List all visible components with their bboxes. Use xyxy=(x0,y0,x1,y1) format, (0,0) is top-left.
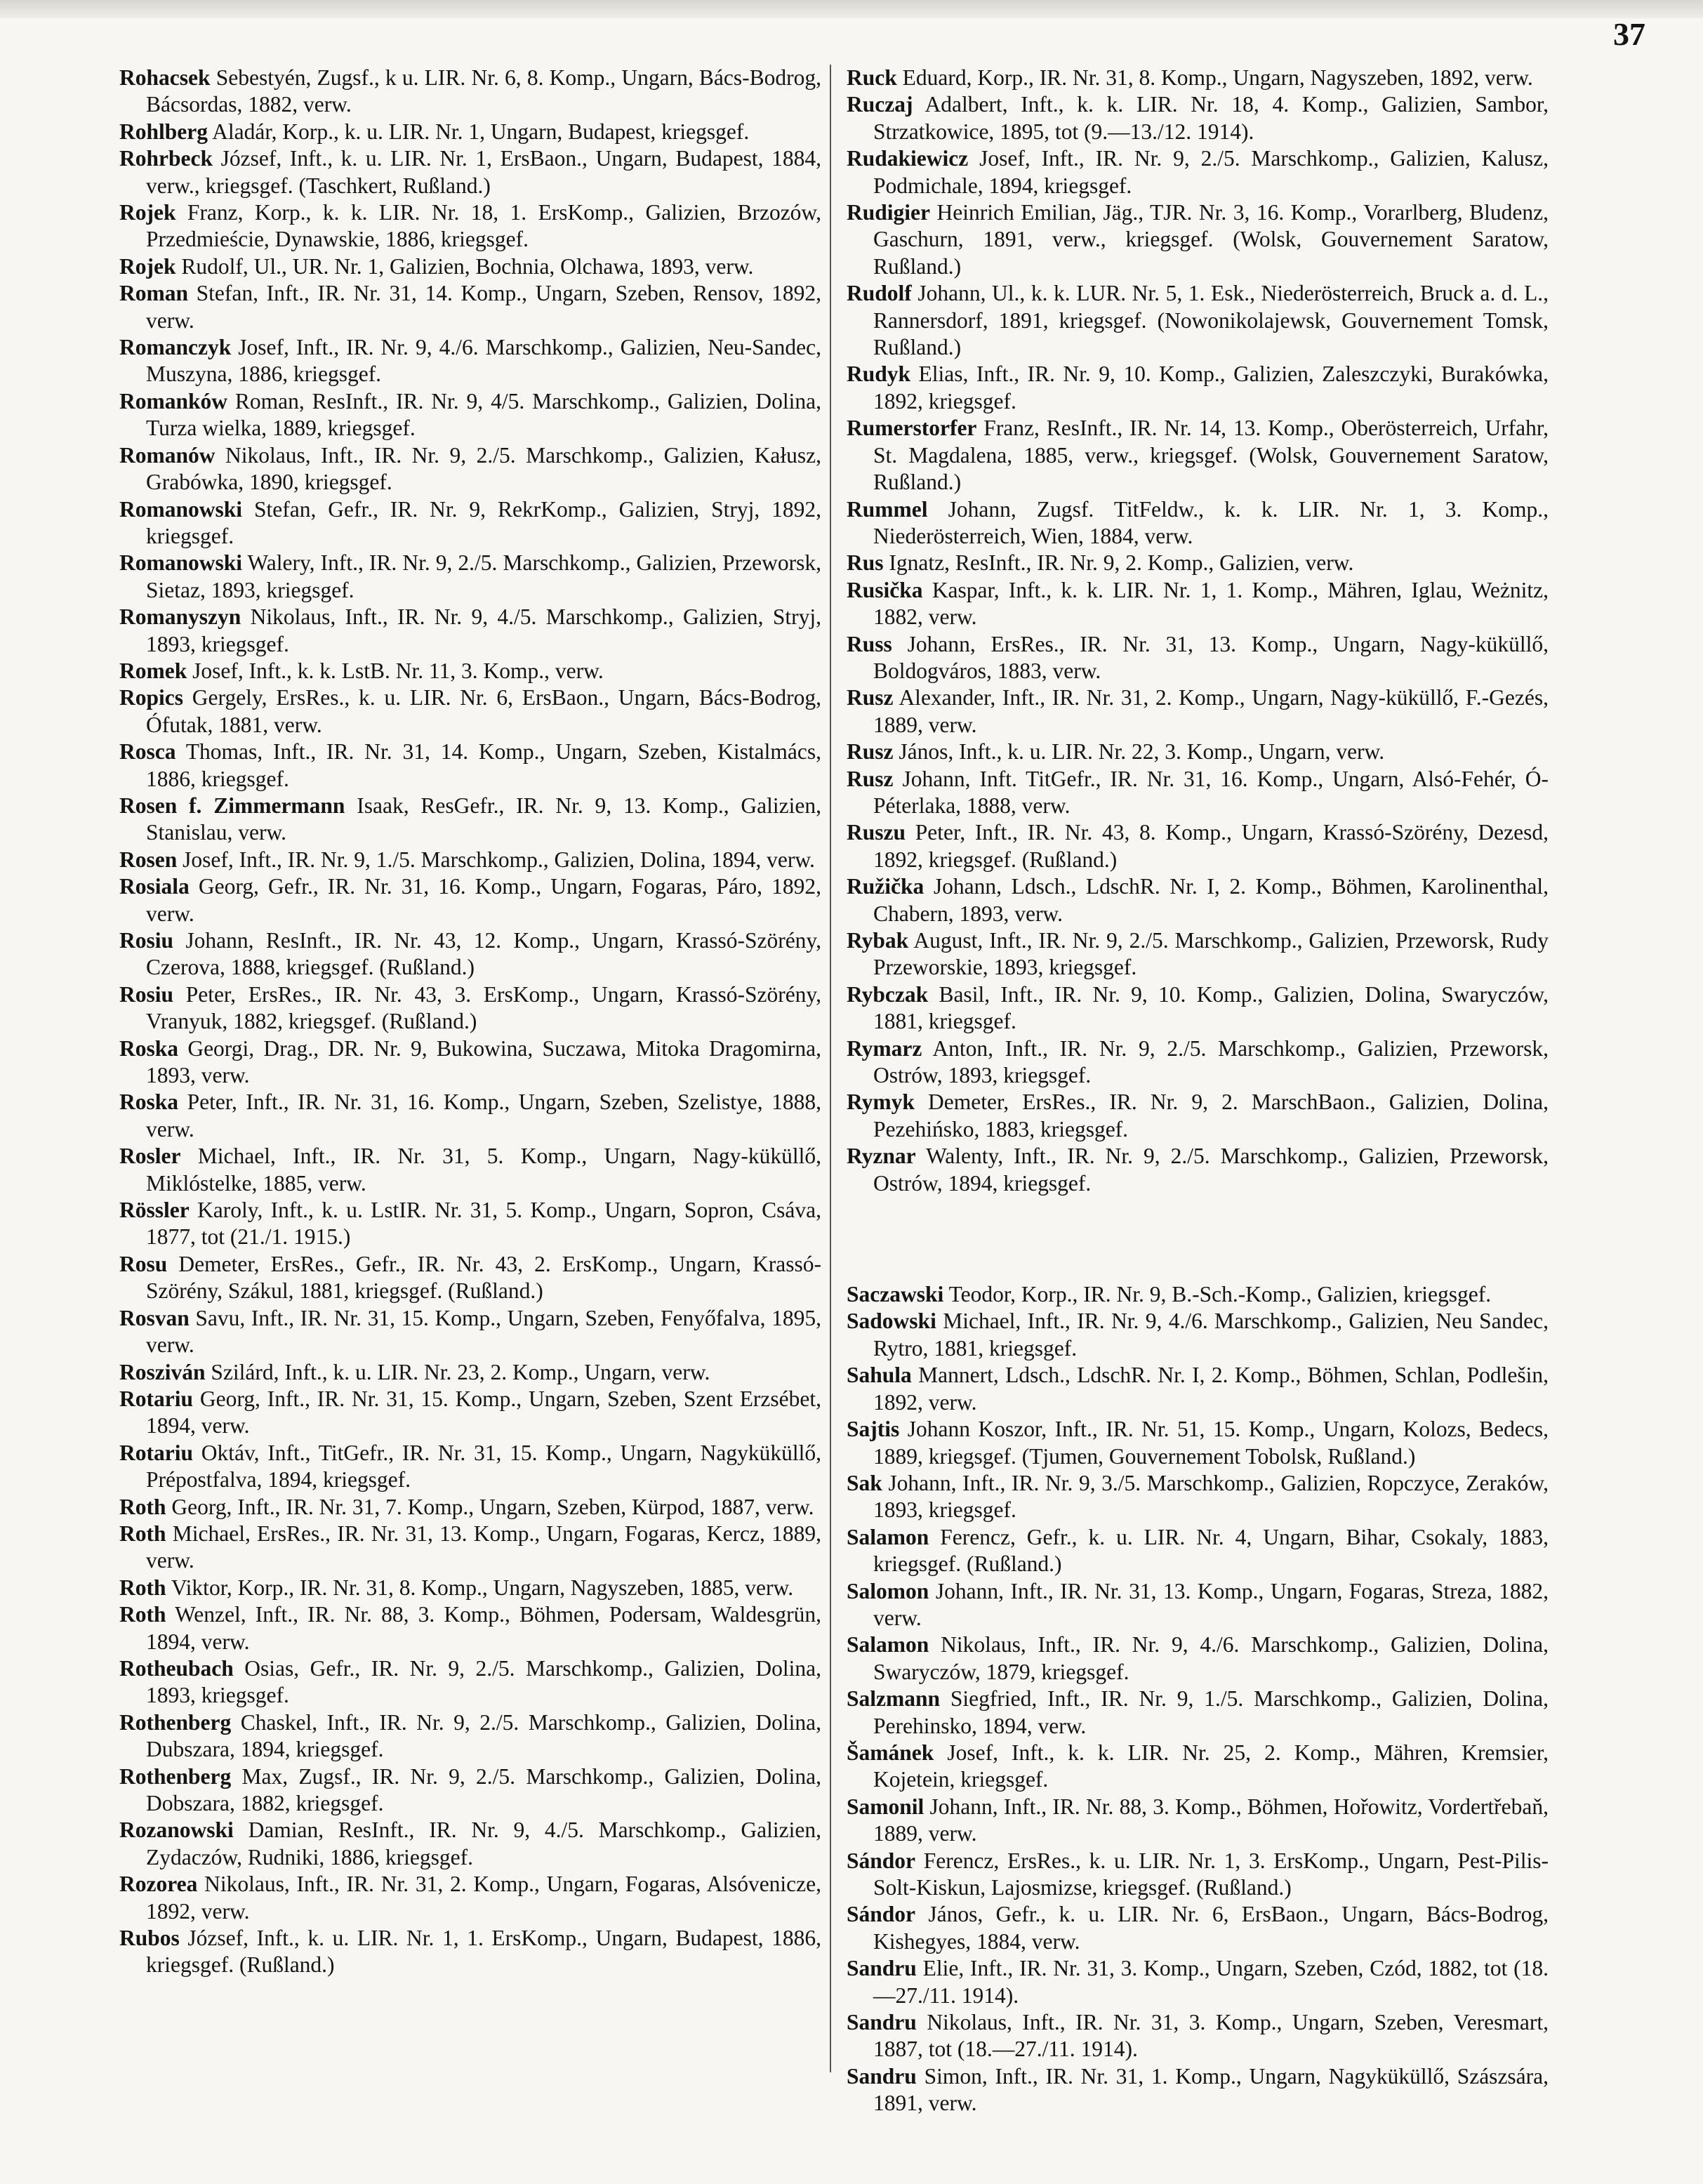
left-column xyxy=(119,65,821,1979)
register-entry xyxy=(847,415,1549,496)
entry-surname: Rozanowski xyxy=(119,1818,234,1843)
entry-details: Siegfried, Inft., IR. Nr. 9, 1./5. Marschkomp., Galizien, Dolina, Perehinsko, 1894, verw. xyxy=(873,1686,1549,1738)
entry-surname: Rymarz xyxy=(847,1035,922,1061)
entry-surname: Romanyszyn xyxy=(119,604,241,630)
entry-details: Oktáv, Inft., TitGefr., IR. Nr. 31, 15. Komp., Ungarn, Nagyküküllő, Prépostfalva, 1894, kriegsgef. xyxy=(146,1440,821,1493)
register-entry xyxy=(847,1848,1549,1902)
entry-surname: Ruczaj xyxy=(847,92,913,117)
entry-details: Alexander, Inft., IR. Nr. 31, 2. Komp., Ungarn, Nagy-küküllő, F.-Gezés, 1889, verw. xyxy=(873,685,1549,737)
entry-surname: Roth xyxy=(119,1521,166,1546)
entry-surname: Rosiu xyxy=(119,928,174,953)
entry-surname: Sandru xyxy=(847,2063,917,2089)
entry-details: Heinrich Emilian, Jäg., TJR. Nr. 3, 16. Komp., Vorarlberg, Bludenz, Gaschurn, 1891, verw., kriegsgef. (Wolsk, Gouvernement Saratow, Rußland.) xyxy=(873,200,1549,279)
register-entry xyxy=(847,927,1549,981)
entry-details: Savu, Inft., IR. Nr. 31, 15. Komp., Ungarn, Szeben, Fenyőfalva, 1895, verw. xyxy=(146,1305,821,1358)
entry-details: Stefan, Inft., IR. Nr. 31, 14. Komp., Ungarn, Szeben, Rensov, 1892, verw. xyxy=(146,281,821,333)
register-entry xyxy=(119,927,821,981)
entry-details: József, Inft., k. u. LIR. Nr. 1, 1. ErsKomp., Ungarn, Budapest, 1886, kriegsgef. (Rußland.) xyxy=(146,1926,821,1978)
column-divider xyxy=(830,65,831,2072)
register-entry xyxy=(847,2063,1549,2117)
entry-details: Johann, Ul., k. k. LUR. Nr. 5, 1. Esk., Niederösterreich, Bruck a. d. L., Rannersdorf, 1891, kriegsgef. (Nowonikolajewsk, Gouvernement Tomsk, Rußland.) xyxy=(873,281,1549,360)
entry-surname: Rybak xyxy=(847,928,909,953)
entry-details: Nikolaus, Inft., IR. Nr. 9, 2./5. Marschkomp., Galizien, Kałusz, Grabówka, 1890, kriegsgef. xyxy=(146,442,821,495)
entry-surname: Sadowski xyxy=(847,1309,936,1334)
register-entry xyxy=(119,1494,821,1521)
register-entry xyxy=(119,1521,821,1575)
entry-surname: Rotariu xyxy=(119,1386,193,1411)
entry-details: Osias, Gefr., IR. Nr. 9, 2./5. Marschkomp., Galizien, Dolina, 1893, kriegsgef. xyxy=(146,1655,822,1708)
entry-surname: Rosvan xyxy=(119,1305,190,1330)
entry-details: Georg, Gefr., IR. Nr. 31, 16. Komp., Ungarn, Fogaras, Páro, 1892, verw. xyxy=(146,874,822,926)
entry-surname: Rusz xyxy=(847,766,894,791)
register-entry xyxy=(847,91,1549,145)
entry-details: Gergely, ErsRes., k. u. LIR. Nr. 6, ErsBaon., Ungarn, Bács-Bodrog, Ófutak, 1881, verw. xyxy=(146,685,821,737)
register-entry xyxy=(119,873,821,927)
register-entry xyxy=(847,873,1549,927)
register-entry xyxy=(119,1440,821,1494)
right-column-s-section xyxy=(847,1281,1549,2117)
entry-surname: Rudolf xyxy=(847,281,912,306)
entry-details: Ferencz, ErsRes., k. u. LIR. Nr. 1, 3. ErsKomp., Ungarn, Pest-Pilis-Solt-Kiskun, Lajosmizse, kriegsgef. (Rußland.) xyxy=(873,1848,1549,1900)
entry-surname: Ruck xyxy=(847,65,897,90)
entry-details: Karoly, Inft., k. u. LstIR. Nr. 31, 5. Komp., Ungarn, Sopron, Csáva, 1877, tot (21./1. 1915.) xyxy=(146,1198,821,1250)
entry-surname: Sandru xyxy=(847,1956,917,1981)
entry-surname: Roska xyxy=(119,1090,179,1115)
entry-surname: Ropics xyxy=(119,685,184,710)
entry-details: Elias, Inft., IR. Nr. 9, 10. Komp., Galizien, Zaleszczyki, Burakówka, 1892, kriegsgef. xyxy=(873,362,1549,413)
entry-surname: Rotariu xyxy=(119,1440,193,1465)
register-entry xyxy=(119,334,821,388)
entry-surname: Roska xyxy=(119,1035,179,1061)
entry-details: Sebestyén, Zugsf., k u. LIR. Nr. 6, 8. Komp., Ungarn, Bács-Bodrog, Bácsordas, 1882, verw. xyxy=(146,65,822,117)
entry-surname: Rus xyxy=(847,550,884,576)
register-entry xyxy=(119,847,821,873)
entry-surname: Rudigier xyxy=(847,200,931,225)
entry-surname: Rössler xyxy=(119,1198,190,1223)
section-gap xyxy=(847,1197,1549,1281)
register-entry xyxy=(847,1416,1549,1470)
entry-details: József, Inft., k. u. LIR. Nr. 1, ErsBaon., Ungarn, Budapest, 1884, verw., kriegsgef. (Taschkert, Rußland.) xyxy=(146,146,821,198)
register-entry xyxy=(847,361,1549,415)
entry-details: Damian, ResInft., IR. Nr. 9, 4./5. Marschkomp., Galizien, Zydaczów, Rudniki, 1886, kriegsgef. xyxy=(146,1818,821,1869)
entry-surname: Roth xyxy=(119,1575,166,1600)
entry-surname: Rosler xyxy=(119,1144,181,1169)
scan-top-edge xyxy=(0,0,1703,18)
entry-surname: Salamon xyxy=(847,1524,929,1549)
entry-surname: Rumerstorfer xyxy=(847,416,977,441)
entry-surname: Rusz xyxy=(847,739,894,765)
register-entry xyxy=(847,1794,1549,1848)
entry-details: Josef, Inft., k. k. LIR. Nr. 25, 2. Komp., Mähren, Kremsier, Kojetein, kriegsgef. xyxy=(873,1740,1549,1792)
register-entry xyxy=(847,1362,1549,1416)
entry-details: Chaskel, Inft., IR. Nr. 9, 2./5. Marschkomp., Galizien, Dolina, Dubszara, 1894, kriegsgef. xyxy=(146,1709,821,1762)
entry-details: Aladár, Korp., k. u. LIR. Nr. 1, Ungarn, Budapest, kriegsgef. xyxy=(212,119,750,144)
entry-surname: Sandru xyxy=(847,2010,917,2035)
entry-surname: Rymyk xyxy=(847,1090,915,1115)
entry-details: Kaspar, Inft., k. k. LIR. Nr. 1, 1. Komp., Mähren, Iglau, Weżnitz, 1882, verw. xyxy=(873,577,1549,630)
entry-details: Anton, Inft., IR. Nr. 9, 2./5. Marschkomp., Galizien, Przeworsk, Ostrów, 1893, kriegsgef. xyxy=(873,1035,1549,1088)
register-entry xyxy=(119,1035,821,1090)
register-entry xyxy=(847,145,1549,199)
entry-details: Johann Koszor, Inft., IR. Nr. 51, 15. Komp., Ungarn, Kolozs, Bedecs, 1889, kriegsgef. (Tjumen, Gouvernement Tobolsk, Rußland.) xyxy=(873,1417,1549,1469)
register-entry xyxy=(847,1524,1549,1578)
entry-surname: Russ xyxy=(847,631,892,656)
entry-details: Demeter, ErsRes., IR. Nr. 9, 2. MarschBaon., Galizien, Dolina, Pezehińsko, 1883, kriegsgef. xyxy=(873,1090,1549,1141)
entry-surname: Rozorea xyxy=(119,1872,198,1897)
entry-details: August, Inft., IR. Nr. 9, 2./5. Marschkomp., Galizien, Przeworsk, Rudy Przeworskie, 1893, kriegsgef. xyxy=(873,928,1549,980)
entry-details: Johann, Inft., IR. Nr. 88, 3. Komp., Böhmen, Hořowitz, Vordertřebaň, 1889, verw. xyxy=(873,1794,1549,1846)
register-entry xyxy=(119,684,821,739)
register-entry xyxy=(847,1035,1549,1090)
entry-surname: Rudakiewicz xyxy=(847,146,969,171)
register-entry xyxy=(119,1601,821,1655)
register-entry xyxy=(119,1655,821,1709)
register-entry xyxy=(119,388,821,442)
register-entry xyxy=(847,1089,1549,1143)
entry-details: Nikolaus, Inft., IR. Nr. 9, 4./6. Marschkomp., Galizien, Dolina, Swaryczów, 1879, kriegsgef. xyxy=(873,1632,1549,1684)
register-entry xyxy=(847,199,1549,280)
register-entry xyxy=(847,739,1549,765)
right-column-r-section xyxy=(847,65,1549,1197)
register-entry xyxy=(847,496,1549,550)
entry-details: Johann, Inft. TitGefr., IR. Nr. 31, 16. Komp., Ungarn, Alsó-Fehér, Ó-Péterlaka, 1888, verw. xyxy=(873,766,1549,818)
entry-surname: Romanczyk xyxy=(119,335,232,360)
entry-details: Simon, Inft., IR. Nr. 31, 1. Komp., Ungarn, Nagyküküllő, Szászsára, 1891, verw. xyxy=(873,2063,1549,2116)
register-entry xyxy=(119,658,821,684)
register-entry xyxy=(119,1305,821,1359)
register-entry xyxy=(847,1632,1549,1686)
register-entry xyxy=(847,1281,1549,1308)
entry-surname: Rohacsek xyxy=(119,65,211,90)
entry-surname: Ružička xyxy=(847,874,925,899)
entry-surname: Sak xyxy=(847,1470,882,1495)
register-entry xyxy=(119,981,821,1035)
register-entry xyxy=(119,65,821,119)
entry-surname: Salomon xyxy=(847,1578,929,1603)
entry-surname: Rojek xyxy=(119,200,176,225)
entry-surname: Rybczak xyxy=(847,981,929,1007)
register-entry xyxy=(847,1578,1549,1632)
entry-surname: Šamánek xyxy=(847,1740,934,1765)
entry-details: Szilárd, Inft., k. u. LIR. Nr. 23, 2. Komp., Ungarn, verw. xyxy=(211,1359,710,1384)
entry-details: Walenty, Inft., IR. Nr. 9, 2./5. Marschkomp., Galizien, Przeworsk, Ostrów, 1894, kriegsgef. xyxy=(873,1144,1549,1196)
register-entry xyxy=(119,1251,821,1305)
register-entry xyxy=(119,604,821,658)
register-entry xyxy=(847,981,1549,1035)
register-entry xyxy=(847,819,1549,873)
register-entry xyxy=(119,1089,821,1143)
entry-details: Viktor, Korp., IR. Nr. 31, 8. Komp., Ungarn, Nagyszeben, 1885, verw. xyxy=(171,1575,794,1600)
register-entry xyxy=(119,1817,821,1871)
register-entry xyxy=(847,1308,1549,1362)
entry-details: Peter, Inft., IR. Nr. 43, 8. Komp., Ungarn, Krassó-Szörény, Dezesd, 1892, kriegsgef. (Rußland.) xyxy=(873,820,1549,872)
entry-surname: Rosziván xyxy=(119,1359,206,1384)
entry-surname: Rosu xyxy=(119,1251,168,1276)
register-entry xyxy=(119,1143,821,1197)
entry-details: Roman, ResInft., IR. Nr. 9, 4/5. Marschkomp., Galizien, Dolina, Turza wielka, 1889, kriegsgef. xyxy=(146,388,821,441)
entry-surname: Rohlberg xyxy=(119,119,208,144)
entry-details: Wenzel, Inft., IR. Nr. 88, 3. Komp., Böhmen, Podersam, Waldesgrün, 1894, verw. xyxy=(146,1602,822,1654)
register-entry xyxy=(119,1709,821,1763)
entry-surname: Rummel xyxy=(847,496,928,522)
entry-details: Georgi, Drag., DR. Nr. 9, Bukowina, Suczawa, Mitoka Dragomirna, 1893, verw. xyxy=(146,1035,822,1088)
register-entry xyxy=(119,739,821,793)
entry-details: Georg, Inft., IR. Nr. 31, 7. Komp., Ungarn, Szeben, Kürpod, 1887, verw. xyxy=(171,1494,814,1519)
register-entry xyxy=(119,199,821,253)
entry-details: Nikolaus, Inft., IR. Nr. 31, 2. Komp., Ungarn, Fogaras, Alsóvenicze, 1892, verw. xyxy=(146,1872,821,1924)
register-entry xyxy=(119,442,821,496)
entry-details: Johann, ErsRes., IR. Nr. 31, 13. Komp., Ungarn, Nagy-küküllő, Boldogváros, 1883, verw. xyxy=(873,631,1549,683)
entry-details: Stefan, Gefr., IR. Nr. 9, RekrKomp., Galizien, Stryj, 1892, kriegsgef. xyxy=(146,496,822,548)
register-entry xyxy=(119,253,821,280)
entry-details: Johann, Inft., IR. Nr. 31, 13. Komp., Ungarn, Fogaras, Streza, 1882, verw. xyxy=(873,1578,1549,1630)
entry-surname: Rosca xyxy=(119,739,176,765)
register-entry xyxy=(119,1575,821,1601)
register-entry xyxy=(847,1901,1549,1955)
register-entry xyxy=(119,1359,821,1386)
entry-details: Josef, Inft., IR. Nr. 9, 2./5. Marschkomp., Galizien, Kalusz, Podmichale, 1894, kriegsgef. xyxy=(873,146,1549,198)
entry-details: Ignatz, ResInft., IR. Nr. 9, 2. Komp., Galizien, verw. xyxy=(889,550,1354,576)
entry-surname: Rothenberg xyxy=(119,1763,232,1789)
register-entry xyxy=(847,2009,1549,2063)
register-entry xyxy=(119,119,821,145)
entry-surname: Sahula xyxy=(847,1363,912,1388)
entry-details: Johann, Zugsf. TitFeldw., k. k. LIR. Nr. 1, 3. Komp., Niederösterreich, Wien, 1884, verw. xyxy=(873,496,1549,548)
entry-details: Josef, Inft., k. k. LstB. Nr. 11, 3. Komp., verw. xyxy=(192,658,604,683)
entry-surname: Romek xyxy=(119,658,187,683)
entry-details: Basil, Inft., IR. Nr. 9, 10. Komp., Galizien, Dolina, Swaryczów, 1881, kriegsgef. xyxy=(873,981,1549,1034)
entry-surname: Rusz xyxy=(847,685,894,710)
entry-surname: Roth xyxy=(119,1494,166,1519)
entry-surname: Ruszu xyxy=(847,820,906,845)
entry-surname: Romanowski xyxy=(119,496,243,522)
entry-details: Elie, Inft., IR. Nr. 31, 3. Komp., Ungarn, Szeben, Czód, 1882, tot (18.—27./11. 1914). xyxy=(873,1956,1549,2008)
entry-details: Mannert, Ldsch., LdschR. Nr. I, 2. Komp., Böhmen, Schlan, Podlešin, 1892, verw. xyxy=(873,1363,1549,1415)
entry-surname: Rojek xyxy=(119,253,176,279)
register-entry xyxy=(847,280,1549,361)
register-entry xyxy=(119,496,821,550)
entry-surname: Rosen xyxy=(119,847,178,872)
entry-surname: Ryznar xyxy=(847,1144,916,1169)
entry-details: Michael, Inft., IR. Nr. 31, 5. Komp., Ungarn, Nagy-küküllő, Miklóstelke, 1885, verw. xyxy=(146,1144,821,1196)
entry-details: Nikolaus, Inft., IR. Nr. 9, 4./5. Marschkomp., Galizien, Stryj, 1893, kriegsgef. xyxy=(146,604,822,656)
entry-surname: Sajtis xyxy=(847,1417,900,1442)
entry-details: Peter, Inft., IR. Nr. 31, 16. Komp., Ungarn, Szeben, Szelistye, 1888, verw. xyxy=(146,1090,822,1141)
register-entry xyxy=(847,766,1549,820)
entry-details: Peter, ErsRes., IR. Nr. 43, 3. ErsKomp., Ungarn, Krassó-Szörény, Vranyuk, 1882, kriegsgef. (Rußland.) xyxy=(146,981,822,1034)
entry-surname: Salzmann xyxy=(847,1686,941,1712)
entry-details: Johann, ResInft., IR. Nr. 43, 12. Komp., Ungarn, Krassó-Szörény, Czerova, 1888, kriegsgef. (Rußland.) xyxy=(146,928,822,980)
entry-surname: Rusička xyxy=(847,577,923,602)
register-entry xyxy=(119,1925,821,1979)
entry-details: Johann, Inft., IR. Nr. 9, 3./5. Marschkomp., Galizien, Ropczyce, Zeraków, 1893, kriegsgef. xyxy=(873,1470,1549,1523)
register-entry xyxy=(847,577,1549,631)
entry-surname: Sándor xyxy=(847,1848,916,1873)
entry-surname: Sándor xyxy=(847,1902,916,1927)
entry-details: János, Gefr., k. u. LIR. Nr. 6, ErsBaon., Ungarn, Bács-Bodrog, Kishegyes, 1884, verw. xyxy=(873,1902,1549,1954)
page-number: 37 xyxy=(1613,16,1645,52)
entry-details: Ferencz, Gefr., k. u. LIR. Nr. 4, Ungarn, Bihar, Csokaly, 1883, kriegsgef. (Rußland.) xyxy=(873,1524,1549,1577)
entry-surname: Samonil xyxy=(847,1794,925,1819)
register-entry xyxy=(119,1871,821,1925)
entry-details: Demeter, ErsRes., Gefr., IR. Nr. 43, 2. ErsKomp., Ungarn, Krassó-Szörény, Szákul, 1881, kriegsgef. (Rußland.) xyxy=(146,1251,821,1304)
entry-details: Eduard, Korp., IR. Nr. 31, 8. Komp., Ungarn, Nagyszeben, 1892, verw. xyxy=(902,65,1533,90)
entry-details: Thomas, Inft., IR. Nr. 31, 14. Komp., Ungarn, Szeben, Kistalmács, 1886, kriegsgef. xyxy=(146,739,821,791)
entry-surname: Rohrbeck xyxy=(119,146,213,171)
register-entry xyxy=(847,631,1549,685)
entry-surname: Rosiala xyxy=(119,874,190,899)
register-entry xyxy=(119,550,821,604)
entry-details: Teodor, Korp., IR. Nr. 9, B.-Sch.-Komp., Galizien, kriegsgef. xyxy=(948,1282,1492,1307)
entry-details: János, Inft., k. u. LIR. Nr. 22, 3. Komp., Ungarn, verw. xyxy=(899,739,1385,765)
entry-details: Franz, ResInft., IR. Nr. 14, 13. Komp., Oberösterreich, Urfahr, St. Magdalena, 1885, verw., kriegsgef. (Wolsk, Gouvernement Saratow, Rußland.) xyxy=(873,416,1549,495)
entry-surname: Romanów xyxy=(119,442,216,468)
entry-surname: Rothenberg xyxy=(119,1709,232,1735)
register-entry xyxy=(119,1386,821,1440)
entry-surname: Rubos xyxy=(119,1926,180,1951)
register-entry xyxy=(847,1143,1549,1197)
entry-details: Adalbert, Inft., k. k. LIR. Nr. 18, 4. Komp., Galizien, Sambor, Strzatkowice, 1895, tot (9.—13./12. 1914). xyxy=(873,92,1549,144)
entry-surname: Rosen f. Zimmermann xyxy=(119,793,345,818)
entry-details: Max, Zugsf., IR. Nr. 9, 2./5. Marschkomp., Galizien, Dolina, Dobszara, 1882, kriegsgef. xyxy=(146,1763,821,1815)
entry-details: Rudolf, Ul., UR. Nr. 1, Galizien, Bochnia, Olchawa, 1893, verw. xyxy=(181,253,754,279)
entry-surname: Rosiu xyxy=(119,981,174,1007)
register-entry xyxy=(119,793,821,847)
right-column xyxy=(847,65,1549,2117)
entry-details: Josef, Inft., IR. Nr. 9, 4./6. Marschkomp., Galizien, Neu-Sandec, Muszyna, 1886, kriegsgef. xyxy=(146,335,822,387)
entry-details: Nikolaus, Inft., IR. Nr. 31, 3. Komp., Ungarn, Szeben, Veresmart, 1887, tot (18.—27./11. 1914). xyxy=(873,2010,1549,2062)
entry-details: Josef, Inft., IR. Nr. 9, 1./5. Marschkomp., Galizien, Dolina, 1894, verw. xyxy=(183,847,815,872)
register-entry xyxy=(847,1470,1549,1524)
entry-surname: Saczawski xyxy=(847,1282,944,1307)
entry-surname: Roth xyxy=(119,1602,166,1627)
entry-details: Georg, Inft., IR. Nr. 31, 15. Komp., Ungarn, Szeben, Szent Erzsébet, 1894, verw. xyxy=(146,1386,821,1438)
register-entry xyxy=(847,550,1549,576)
register-entry xyxy=(847,684,1549,739)
register-entry xyxy=(119,280,821,334)
entry-surname: Rudyk xyxy=(847,362,911,387)
register-entry xyxy=(119,145,821,199)
entry-surname: Salamon xyxy=(847,1632,929,1657)
entry-surname: Romanków xyxy=(119,388,228,413)
entry-details: Isaak, ResGefr., IR. Nr. 9, 13. Komp., Galizien, Stanislau, verw. xyxy=(146,793,821,845)
entry-details: Michael, ErsRes., IR. Nr. 31, 13. Komp., Ungarn, Fogaras, Kercz, 1889, verw. xyxy=(146,1521,822,1573)
entry-details: Johann, Ldsch., LdschR. Nr. I, 2. Komp., Böhmen, Karolinenthal, Chabern, 1893, verw. xyxy=(873,874,1549,926)
entry-details: Michael, Inft., IR. Nr. 9, 4./6. Marschkomp., Galizien, Neu Sandec, Rytro, 1881, kriegsgef. xyxy=(873,1309,1549,1361)
register-entry xyxy=(847,1740,1549,1794)
register-entry xyxy=(847,65,1549,91)
register-entry xyxy=(119,1197,821,1251)
register-entry xyxy=(119,1763,821,1818)
entry-surname: Rotheubach xyxy=(119,1655,234,1681)
register-entry xyxy=(847,1955,1549,2009)
entry-details: Franz, Korp., k. k. LIR. Nr. 18, 1. ErsKomp., Galizien, Brzozów, Przedmieście, Dynawskie, 1886, kriegsgef. xyxy=(146,200,821,252)
entry-details: Walery, Inft., IR. Nr. 9, 2./5. Marschkomp., Galizien, Przeworsk, Sietaz, 1893, kriegsgef. xyxy=(146,550,821,602)
entry-surname: Romanowski xyxy=(119,550,243,576)
entry-surname: Roman xyxy=(119,281,189,306)
register-entry xyxy=(847,1686,1549,1740)
